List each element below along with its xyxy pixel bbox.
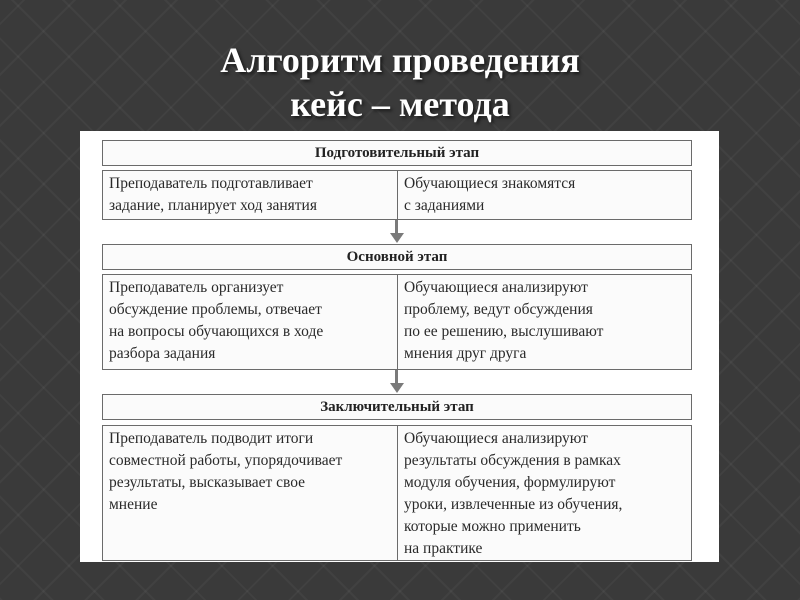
- teacher-cell-final: Преподаватель подводит итоги совместной работы, упорядочивает результаты, высказывает свое мнение: [109, 430, 343, 513]
- diagram-panel: [80, 131, 719, 562]
- teacher-cell-preparatory: Преподаватель подготавливает задание, планирует ход занятия: [109, 175, 317, 214]
- slide-title: [0, 38, 800, 126]
- stage-row-preparatory: [102, 170, 692, 220]
- students-cell-final: Обучающиеся анализируют результаты обсуждения в рамках модуля обучения, формулируют уроки, извлеченные из обучения, которые можно применить на практике: [397, 426, 691, 560]
- stage-row-main: [102, 274, 692, 370]
- arrow-down-icon: [390, 370, 404, 393]
- stage-header-main: Основной этап: [102, 244, 692, 270]
- teacher-cell-main: Преподаватель организует обсуждение проблемы, отвечает на вопросы обучающихся в ходе разбора задания: [109, 279, 324, 362]
- slide-title-line-1: Алгоритм проведения: [220, 40, 580, 81]
- slide-title-line-2: кейс – метода: [290, 84, 510, 125]
- arrow-down-icon: [390, 220, 404, 243]
- students-cell-preparatory: Обучающиеся знакомятся с заданиями: [397, 171, 691, 219]
- stage-header-final: Заключительный этап: [102, 394, 692, 420]
- stage-header-preparatory: Подготовительный этап: [102, 140, 692, 166]
- stage-row-final: [102, 425, 692, 561]
- students-cell-main: Обучающиеся анализируют проблему, ведут обсуждения по ее решению, выслушивают мнения друг друга: [397, 275, 691, 369]
